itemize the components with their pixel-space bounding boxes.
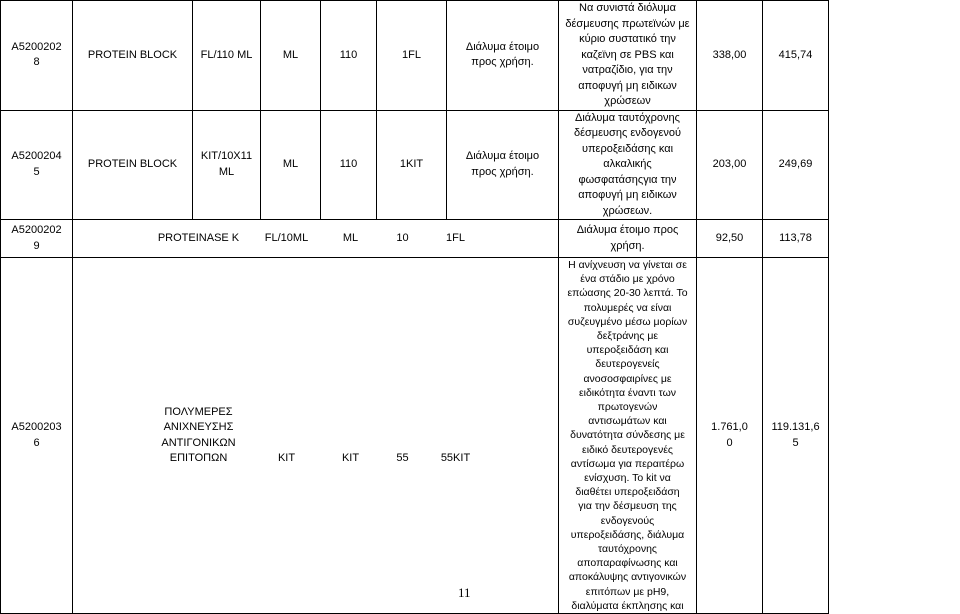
item-code: A5200202 8: [1, 1, 73, 111]
total-quantity: 1FL: [446, 231, 465, 244]
quantity: 10: [396, 231, 409, 244]
table-row: [1, 220, 829, 258]
package: FL/10ML: [264, 231, 309, 244]
form: Διάλυμα έτοιμο προς χρήση.: [447, 1, 559, 111]
description: Να συνιστά διόλυμα δέσμευσης πρωτεϊνών με κύριο συστατικό την καζεϊνη σε PBS και νατραζίδιο, για την αποφυγή μη ειδικων χρώσεων: [559, 1, 697, 111]
unit: ML: [342, 231, 359, 244]
unit: KIT: [341, 452, 360, 465]
page-number: 11: [458, 585, 471, 600]
price-with-vat: 119.131,6 5: [763, 258, 829, 614]
total-quantity: 1FL: [377, 1, 447, 111]
form: Διάλυμα έτοιμο προς χρήση.: [447, 110, 559, 220]
table-row: [1, 1, 829, 111]
total-quantity: 1KIT: [377, 110, 447, 220]
price: 203,00: [697, 110, 763, 220]
package: KIT: [277, 452, 296, 465]
merged-product-cell: [73, 258, 559, 614]
description: Η ανίχνευση να γίνεται σε ένα στάδιο με χρόνο επώασης 20-30 λεπτά. Το πολυμερές να είναι συζευγμένο μέσω μορίων δεξτράνης με υπεροξειδάση και δευτερογενείς ανοσοσφαιρίνες με ειδικότητα έναντι των πρωτογενών αντισωμάτων και δυνατότητα σύνδεσης με ειδικό δευτερογενές αντίσωμα για περαιτέρω ενίσχυση. Το kit να διαθέτει υπεροξειδάση για την δέσμευση της ενδογενούς υπεροξειδάσης, διάλυμα ταυτόχρονης αποπαραφίνωσης και αποκάλυψης αντιγονικών επιτόπων με pH9, διαλύματα έκπλησης και: [559, 258, 697, 614]
package: KIT/10X11 ML: [193, 110, 261, 220]
product-name: PROTEINASE K: [157, 231, 240, 244]
unit: ML: [261, 110, 321, 220]
product-name: ΠΟΛΥΜΕΡΕΣ ΑΝΙΧΝΕΥΣΗΣ ΑΝΤΙΓΟΝΙΚΩΝ ΕΠΙΤΟΠΩΝ: [161, 405, 236, 465]
product-name: PROTEIN BLOCK: [73, 110, 193, 220]
price-with-vat: 249,69: [763, 110, 829, 220]
price-with-vat: 113,78: [763, 220, 829, 258]
unit: ML: [261, 1, 321, 111]
price: 338,00: [697, 1, 763, 111]
item-code: A5200202 9: [1, 220, 73, 258]
table-row: [1, 110, 829, 220]
quantity: 110: [321, 110, 377, 220]
table-row: [1, 258, 829, 614]
description: Διάλυμα έτοιμο προς χρήση.: [559, 220, 697, 258]
package: FL/110 ML: [193, 1, 261, 111]
product-name: PROTEIN BLOCK: [73, 1, 193, 111]
total-quantity: 55KIT: [440, 452, 471, 465]
item-code: A5200204 5: [1, 110, 73, 220]
price: 92,50: [697, 220, 763, 258]
item-code: A5200203 6: [1, 258, 73, 614]
price: 1.761,0 0: [697, 258, 763, 614]
description: Διάλυμα ταυτόχρονης δέσμευσης ενδογενού υπεροξειδάσης και αλκαλικής φωσφατάσηςγια την αποφυγή μη ειδικων χρώσεων.: [559, 110, 697, 220]
merged-product-cell: [73, 220, 559, 258]
price-with-vat: 415,74: [763, 1, 829, 111]
quantity: 110: [321, 1, 377, 111]
quantity: 55: [396, 452, 409, 465]
